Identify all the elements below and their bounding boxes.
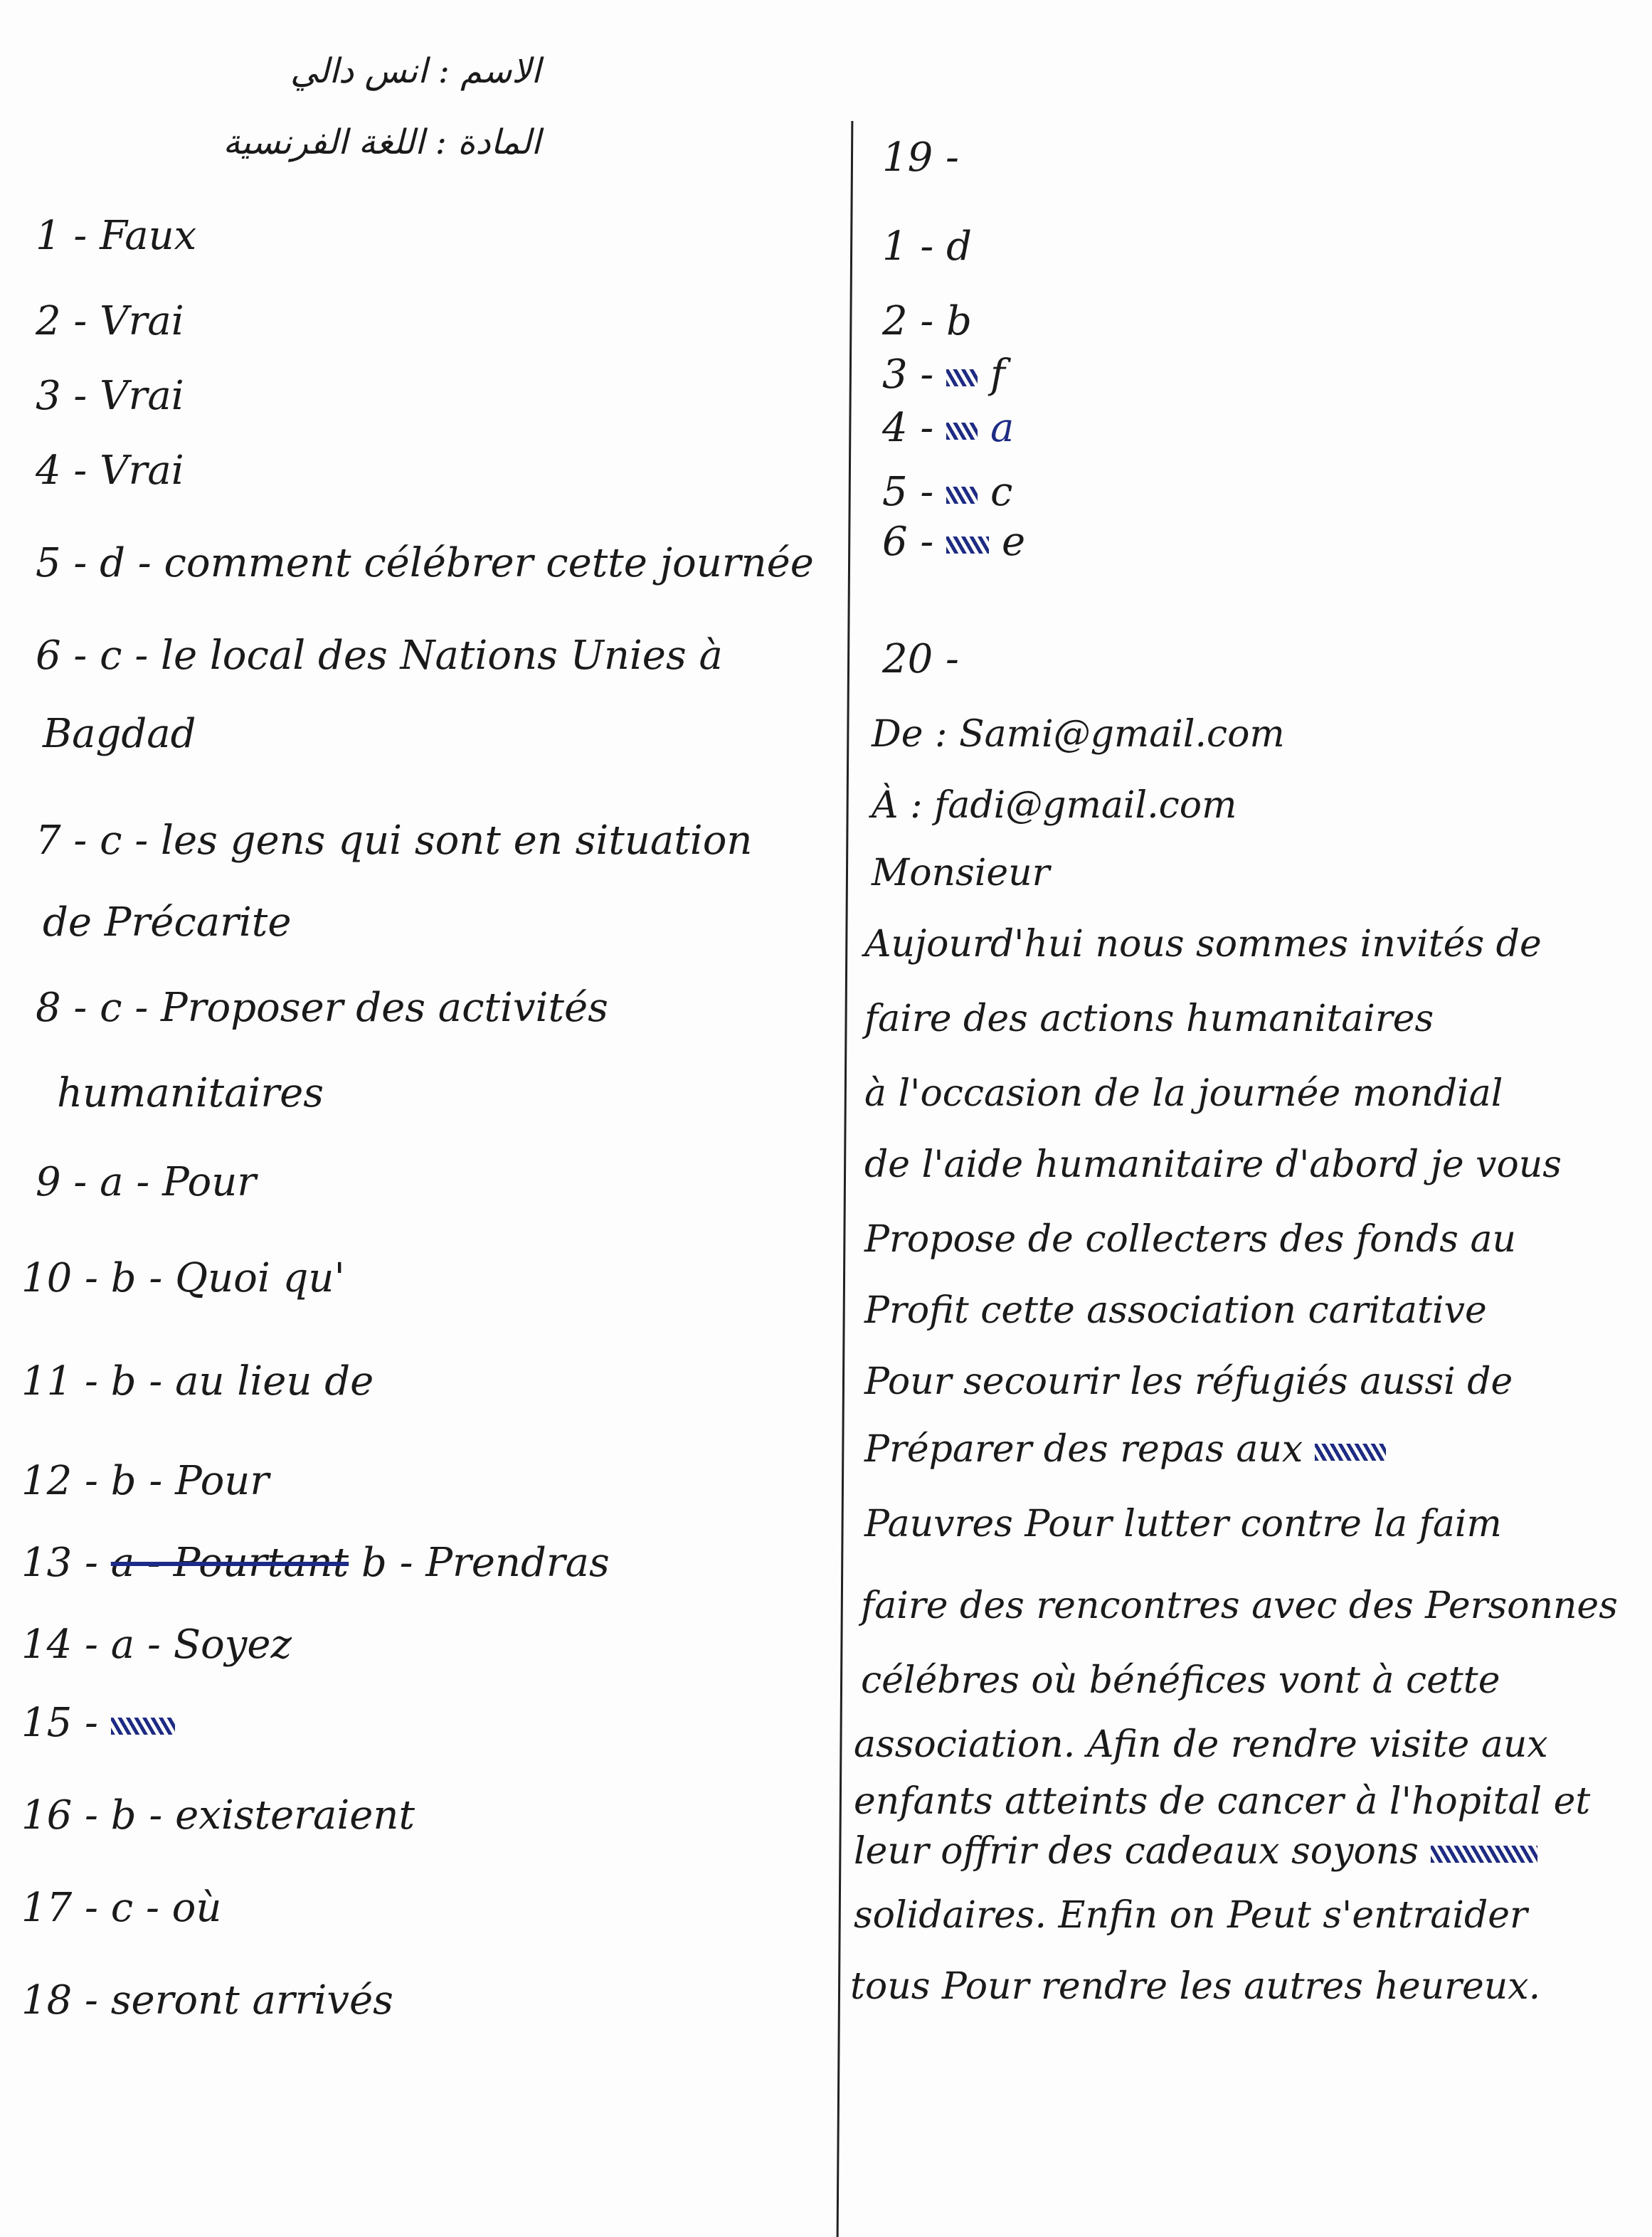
scribble-mark: [946, 423, 978, 440]
student-header: [142, 36, 541, 178]
answer-10: 10 - b - Quoi qu': [21, 1255, 345, 1301]
q19-heading: 19 -: [882, 134, 959, 181]
email-line: [864, 1427, 1386, 1472]
email-salutation: Monsieur: [872, 852, 1050, 894]
answer-9: 9 - a - Pour: [36, 1159, 257, 1205]
answer-13: [21, 1540, 610, 1586]
match-number: 6 -: [882, 519, 934, 565]
answer-13-text: b - Prendras: [361, 1540, 610, 1586]
match-row: [882, 352, 1005, 398]
answer-1: 1 - Faux: [36, 213, 197, 259]
email-line: association. Afin de rendre visite aux: [854, 1723, 1548, 1766]
answer-14: 14 - a - Soyez: [21, 1622, 292, 1668]
email-line: faire des rencontres avec des Personnes: [861, 1585, 1618, 1627]
email-line: Pauvres Pour lutter contre la faim: [864, 1503, 1502, 1545]
answer-17: 17 - c - où: [21, 1885, 222, 1931]
email-line: [854, 1829, 1537, 1874]
answer-5: 5 - d - comment célébrer cette journée: [36, 540, 814, 586]
scribble-mark: [946, 369, 978, 386]
email-line: tous Pour rendre les autres heureux.: [850, 1965, 1541, 2008]
answer-11: 11 - b - au lieu de: [21, 1358, 374, 1405]
email-line: solidaires. Enfin on Peut s'entraider: [854, 1894, 1527, 1937]
email-line: de l'aide humanitaire d'abord je vous: [864, 1143, 1562, 1186]
match-number: 1 -: [882, 223, 934, 270]
answer-7-cont: de Précarite: [43, 899, 292, 946]
email-from: De : Sami@gmail.com: [872, 713, 1285, 756]
answer-13-crossed-out: a - Pourtant: [110, 1540, 349, 1586]
answer-6-cont: Bagdad: [43, 711, 196, 757]
answer-6: 6 - c - le local des Nations Unies à: [36, 633, 723, 679]
scribble-mark: [946, 536, 989, 554]
answer-12: 12 - b - Pour: [21, 1458, 270, 1504]
answer-2: 2 - Vrai: [36, 298, 184, 344]
match-answer: b: [946, 298, 973, 344]
scribble-mark: [1315, 1444, 1386, 1461]
match-row: [882, 470, 1012, 515]
answer-4: 4 - Vrai: [36, 448, 184, 494]
answer-18: 18 - seront arrivés: [21, 1977, 393, 2024]
match-answer: f: [990, 351, 1005, 398]
match-number: 5 -: [882, 469, 934, 515]
subject-line: المادة : اللغة الفرنسية: [223, 122, 541, 162]
answer-13-number: 13 -: [21, 1540, 98, 1586]
match-answer: a: [990, 405, 1015, 451]
student-name: الاسم : انس دالي: [290, 51, 541, 91]
email-line: Aujourd'hui nous sommes invités de: [864, 923, 1542, 966]
email-line-text: Préparer des repas aux: [864, 1428, 1303, 1471]
email-line: enfants atteints de cancer à l'hopital et: [854, 1780, 1591, 1823]
answer-3: 3 - Vrai: [36, 373, 184, 419]
email-line: à l'occasion de la journée mondial: [864, 1072, 1503, 1115]
email-line: faire des actions humanitaires: [864, 998, 1434, 1040]
match-answer: d: [946, 223, 973, 270]
answer-8-cont: humanitaires: [57, 1070, 324, 1116]
answer-15-number: 15 -: [21, 1700, 98, 1746]
match-row: [882, 519, 1025, 565]
email-line: Propose de collecters des fonds au: [864, 1218, 1516, 1261]
answer-16: 16 - b - existeraient: [21, 1792, 415, 1839]
email-line: Profit cette association caritative: [864, 1289, 1487, 1332]
match-number: 3 -: [882, 351, 934, 398]
answer-15: [21, 1701, 175, 1746]
email-line-text: leur offrir des cadeaux soyons: [854, 1830, 1419, 1873]
column-divider: [837, 121, 854, 2237]
scribble-mark: [946, 487, 978, 504]
email-to: À : fadi@gmail.com: [872, 784, 1237, 827]
email-line: Pour secourir les réfugiés aussi de: [864, 1360, 1513, 1403]
scribble-mark: [111, 1718, 175, 1735]
match-row: [882, 406, 1014, 451]
email-line: célébres où bénéfices vont à cette: [861, 1659, 1500, 1702]
match-answer: c: [990, 469, 1013, 515]
scribble-mark: [1431, 1846, 1537, 1863]
match-number: 4 -: [882, 405, 934, 451]
q20-heading: 20 -: [882, 636, 959, 682]
match-number: 2 -: [882, 298, 934, 344]
match-row: [882, 299, 972, 344]
answer-7: 7 - c - les gens qui sont en situation: [36, 818, 753, 864]
answer-8: 8 - c - Proposer des activités: [36, 985, 608, 1031]
match-answer: e: [1001, 519, 1026, 565]
match-row: [882, 224, 972, 270]
